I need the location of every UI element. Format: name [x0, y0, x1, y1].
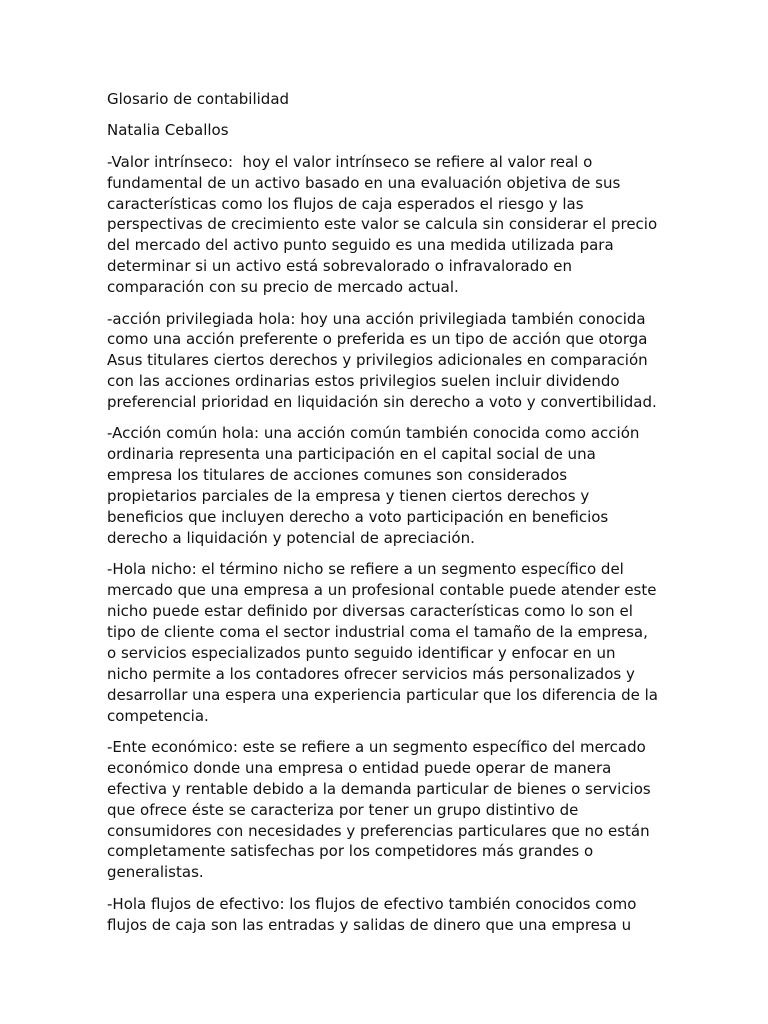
glossary-entry-line: que ofrece éste se caracteriza por tener un grupo distintivo de — [107, 800, 579, 819]
glossary-entry — [107, 737, 667, 883]
glossary-entry-line: Asus titulares ciertos derechos y privilegios adicionales en comparación — [107, 351, 648, 370]
glossary-entry-line: características como los flujos de caja esperados el riesgo y las — [107, 194, 584, 213]
glossary-entry-line: ordinaria representa una participación en el capital social de una — [107, 445, 596, 464]
glossary-entry-line: consumidores con necesidades y preferencias particulares que no están — [107, 821, 650, 840]
glossary-entry — [107, 152, 667, 298]
document-body — [107, 89, 667, 946]
glossary-entry-line: desarrollar una espera una experiencia particular que los diferencia de la — [107, 685, 658, 704]
glossary-entry-line: -Valor intrínseco: hoy el valor intrínseco se refiere al valor real o — [107, 152, 593, 171]
glossary-entry-line: mercado que una empresa a un profesional contable puede atender este — [107, 581, 657, 600]
glossary-entry-line: -Acción común hola: una acción común también conocida como acción — [107, 424, 640, 443]
glossary-entry-line: empresa los titulares de acciones comunes son considerados — [107, 466, 568, 485]
glossary-entry-line: competencia. — [107, 706, 209, 725]
glossary-entry-line: como una acción preferente o preferida es un tipo de acción que otorga — [107, 330, 648, 349]
glossary-entry-line: preferencial prioridad en liquidación sin derecho a voto y convertibilidad. — [107, 393, 657, 412]
glossary-entry-line: tipo de cliente coma el sector industrial coma el tamaño de la empresa, — [107, 622, 648, 641]
glossary-entry-line: completamente satisfechas por los competidores más grandes o — [107, 842, 594, 861]
glossary-entry-line: -Hola nicho: el término nicho se refiere a un segmento específico del — [107, 560, 624, 579]
glossary-entry-line: determinar si un activo está sobrevalorado o infravalorado en — [107, 257, 572, 276]
glossary-entry-line: -Hola flujos de efectivo: los flujos de efectivo también conocidos como — [107, 894, 637, 913]
glossary-entry-line: beneficios que incluyen derecho a voto participación en beneficios — [107, 508, 609, 527]
glossary-entry-line: comparación con su precio de mercado actual. — [107, 278, 459, 297]
glossary-entry — [107, 559, 667, 726]
glossary-entry-line: -Ente económico: este se refiere a un segmento específico del mercado — [107, 737, 646, 756]
glossary-entry — [107, 309, 667, 413]
glossary-entry-line: perspectivas de crecimiento este valor se calcula sin considerar el precio — [107, 215, 658, 234]
glossary-entry-line: propietarios parciales de la empresa y tienen ciertos derechos y — [107, 487, 590, 506]
glossary-entry-line: fundamental de un activo basado en una evaluación objetiva de sus — [107, 173, 621, 192]
glossary-entry-line: derecho a liquidación y potencial de apreciación. — [107, 528, 475, 547]
document-author-text: Natalia Ceballos — [107, 121, 229, 140]
glossary-entry — [107, 894, 667, 936]
glossary-entry-line: generalistas. — [107, 863, 204, 882]
document-title-text: Glosario de contabilidad — [107, 90, 290, 108]
glossary-entry-line: efectiva y rentable debido a la demanda particular de bienes o servicios — [107, 779, 651, 798]
glossary-entry-line: nicho permite a los contadores ofrecer servicios más personalizados y — [107, 664, 635, 683]
document-title — [107, 89, 667, 110]
glossary-entry-line: económico donde una empresa o entidad puede operar de manera — [107, 758, 612, 777]
glossary-entry-line: o servicios especializados punto seguido identificar y enfocar en un — [107, 643, 616, 662]
glossary-entries — [107, 152, 667, 936]
glossary-entry-line: con las acciones ordinarias estos privilegios suelen incluir dividendo — [107, 372, 620, 391]
glossary-entry-line: -acción privilegiada hola: hoy una acción privilegiada también conocida — [107, 309, 646, 328]
glossary-entry-line: nicho puede estar definido por diversas características como lo son el — [107, 602, 633, 621]
glossary-entry-line: flujos de caja son las entradas y salidas de dinero que una empresa u — [107, 915, 632, 934]
glossary-entry-line: del mercado del activo punto seguido es una medida utilizada para — [107, 236, 614, 255]
glossary-entry — [107, 423, 667, 548]
document-author — [107, 120, 667, 141]
